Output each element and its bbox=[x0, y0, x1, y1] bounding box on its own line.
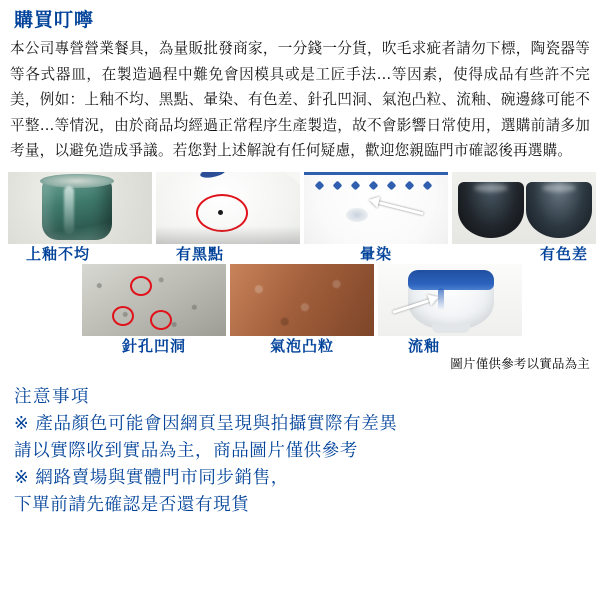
photo-caption: 有黑點 bbox=[176, 244, 225, 263]
photo-cell-running-glaze bbox=[378, 264, 522, 356]
notice-line: 下單前請先確認是否還有現貨 bbox=[14, 494, 250, 515]
bubble-glaze-photo bbox=[230, 264, 374, 336]
green-glaze-cup-photo bbox=[8, 172, 152, 244]
photo-row-2 bbox=[8, 264, 592, 356]
two-dark-bowls-photo bbox=[452, 172, 596, 244]
notice-line: ※ 網路賣場與實體門市同步銷售， bbox=[14, 467, 289, 488]
photo-disclaimer: 圖片僅供參考以實品為主 bbox=[450, 355, 590, 371]
page-title: 購買叮嚀 bbox=[14, 9, 95, 31]
red-circle-marker-icon bbox=[150, 310, 172, 330]
photo-caption: 針孔凹洞 bbox=[121, 336, 186, 355]
photo-caption: 上釉不均 bbox=[26, 244, 91, 263]
photo-caption: 有色差 bbox=[539, 244, 588, 263]
photo-cell-bleeding bbox=[304, 172, 448, 264]
photo-caption: 流釉 bbox=[408, 336, 441, 355]
blue-pattern-bowl-photo bbox=[304, 172, 448, 244]
intro-text: 本公司專營營業餐具，為量販批發商家，一分錢一分貨，吹毛求疵者請勿下標，陶瓷器等等各式器皿，在製造過程中難免會因模具或是工匠手法…等因素，使得成品有些許不完美，例如：上釉不均、黑點、暈染、有色差、針孔凹洞、氣泡凸粒、流釉、碗邊緣可能不平整…等情況，由於商品均經過正常程序生產製造，故不會影響日常使用，選購前請多加考量，以避免造成爭議。若您對上述解說有任何疑慮，歡迎您親臨門市確認後再選購。 bbox=[10, 40, 590, 159]
photo-row-1 bbox=[8, 172, 592, 264]
photo-cell-bubble bbox=[230, 264, 374, 356]
photo-caption: 暈染 bbox=[359, 244, 392, 263]
pinhole-glaze-photo bbox=[82, 264, 226, 336]
notice-block bbox=[8, 384, 592, 519]
photo-cell-black-dot bbox=[156, 172, 300, 264]
photo-cell-uneven-glaze bbox=[8, 172, 152, 264]
red-circle-marker-icon bbox=[112, 306, 134, 326]
red-circle-marker-icon bbox=[130, 276, 152, 296]
photo-cell-pinhole bbox=[82, 264, 226, 356]
running-glaze-bowl-photo bbox=[378, 264, 522, 336]
photo-cell-color-difference bbox=[452, 172, 596, 264]
intro-paragraph bbox=[10, 36, 590, 164]
defect-photo-grid bbox=[8, 172, 592, 356]
notice-line: ※ 產品顏色可能會因網頁呈現與拍攝實際有差異 bbox=[14, 413, 398, 434]
notice-line: 請以實際收到實品為主，商品圖片僅供參考 bbox=[14, 440, 358, 461]
notice-heading: 注意事項 bbox=[14, 386, 90, 407]
photo-caption: 氣泡凸粒 bbox=[269, 336, 334, 355]
black-dot-bowl-photo bbox=[156, 172, 300, 244]
